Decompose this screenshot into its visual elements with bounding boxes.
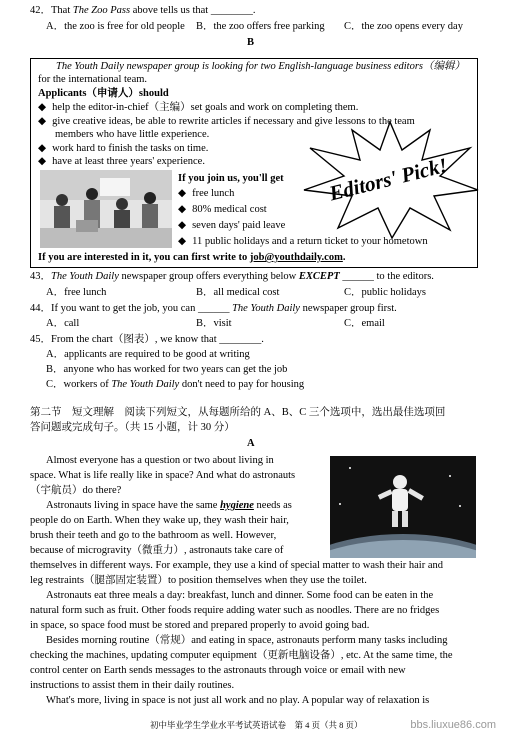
diamond-icon: ◆ (178, 188, 187, 199)
diamond-icon: ◆ (178, 236, 187, 247)
passage-p2-line2: people do on Earth. When they wake up, they wash their hair, (30, 515, 289, 526)
applicants-heading: Applicants（申请人）should (38, 88, 169, 99)
editors-pick-text: Editors' Pick! (326, 152, 450, 206)
q43-option-a: A．free lunch (46, 287, 107, 298)
q42-option-a: A．the zoo is free for old people (46, 21, 185, 32)
passage-p2-line1: Astronauts living in space have the same hygiene needs as (46, 500, 292, 511)
passage-p4-line4: instructions to assist them in their daily routines. (30, 680, 235, 691)
passage-p5-line1: What's more, living in space is not just all work and no play. A popular way of relaxation is (46, 695, 430, 706)
section2-instructions-line1: 第二节 短文理解 阅读下列短文，从每题所给的 A、B、C 三个选项中，选出最佳选项回 (30, 407, 446, 418)
passage-p4-line1: Besides morning routine（常规）and eating in space, astronauts perform many tasks including (46, 635, 448, 646)
passage-p1-line3: （宇航员）do there? (30, 485, 122, 496)
passage-p3-line2: natural form such as fruit. Other foods require adding water such as noodles. There are no fridges (30, 605, 440, 616)
q42-option-b: B．the zoo offers free parking (196, 21, 325, 32)
benefit-4: ◆ 11 public holidays and a return ticket to your hometown (178, 236, 428, 247)
passage-p4-line3: control center on Earth sends messages to the astronauts through voice or email with new (30, 665, 406, 676)
passage-p2-line3: brush their teeth and go to the bathroom as well. However, (30, 530, 277, 541)
passage-p3-line3: in space, so space food must be stored and prepared properly to avoid going bad. (30, 620, 370, 631)
q44-option-c: C．email (344, 318, 385, 329)
bullet-4: ◆ have at least three years' experience. (38, 156, 205, 167)
q44-option-a: A．call (46, 318, 80, 329)
watermark: bbs.liuxue86.com (410, 719, 496, 732)
section2-instructions-line2: 答问题或完成句子。（共 15 小题，计 30 分） (30, 422, 235, 433)
passage-p2-line5: themselves in different ways. For example, they use a kind of special matter to wash their hair and (30, 560, 443, 571)
q44-option-b: B．visit (196, 318, 232, 329)
section-b-label: B (247, 37, 255, 48)
benefit-2: ◆ 80% medical cost (178, 204, 267, 215)
bullet-2-cont: members who have little experience. (55, 129, 210, 140)
q43-stem: 43．The Youth Daily newspaper group offers everything below EXCEPT ______ to the editors. (30, 271, 434, 282)
diamond-icon: ◆ (38, 102, 47, 113)
benefit-3: ◆ seven days' paid leave (178, 220, 286, 231)
join-heading: If you join us, you'll get (178, 173, 284, 184)
ad-contact: If you are interested in it, you can first write to job@youthdaily.com. (38, 252, 346, 263)
diamond-icon: ◆ (178, 220, 187, 231)
q45-option-b: B．anyone who has worked for two years can get the job (46, 364, 288, 375)
q45-stem: 45．From the chart（图表）, we know that ________. (30, 334, 264, 345)
q45-option-a: A．applicants are required to be good at writing (46, 349, 250, 360)
benefit-1: ◆ free lunch (178, 188, 235, 199)
astronaut-image (330, 456, 476, 558)
passage-p2-line4: because of microgravity（微重力）, astronauts take care of (30, 545, 284, 556)
passage-p4-line2: checking the machines, updating computer equipment（更新电脑设备）, etc. At the same time, the (30, 650, 453, 661)
q44-stem: 44．If you want to get the job, you can ______ The Youth Daily newspaper group first. (30, 303, 397, 314)
passage-p1-line1: Almost everyone has a question or two about living in (46, 455, 274, 466)
passage-p1-line2: space. What is life really like in space? And what do astronauts (30, 470, 296, 481)
q43-option-b: B．all medical cost (196, 287, 280, 298)
diamond-icon: ◆ (38, 143, 47, 154)
section-a-label: A (247, 438, 255, 449)
page-footer: 初中毕业学生学业水平考试英语试卷 第 4 页（共 8 页） (150, 720, 363, 730)
q42-stem: 42．That The Zoo Pass above tells us that ________. (30, 5, 256, 16)
editors-pick-starburst (300, 120, 480, 240)
bullet-3: ◆ work hard to finish the tasks on time. (38, 143, 209, 154)
q43-option-c: C．public holidays (344, 287, 426, 298)
ad-intro-line2: for the international team. (38, 74, 148, 85)
passage-p3-line1: Astronauts eat three meals a day: breakfast, lunch and dinner. Some food can be eaten in the (46, 590, 434, 601)
bullet-1: ◆ help the editor-in-chief（主编）set goals and work on completing them. (38, 102, 359, 113)
q45-option-c: C．workers of The Youth Daily don't need to pay for housing (46, 379, 305, 390)
diamond-icon: ◆ (38, 156, 47, 167)
office-photo (40, 170, 172, 248)
bullet-2: ◆ give creative ideas, be able to rewrite articles if necessary and give lessons to the team (38, 116, 415, 127)
q42-option-c: C．the zoo opens every day (344, 21, 463, 32)
passage-p2-line6: leg restraints（腿部固定装置）to position themselves when they use the toilet. (30, 575, 367, 586)
diamond-icon: ◆ (38, 116, 47, 127)
diamond-icon: ◆ (178, 204, 187, 215)
ad-intro-line1: The Youth Daily newspaper group is looking for two English-language business editors（编辑） (56, 61, 466, 72)
